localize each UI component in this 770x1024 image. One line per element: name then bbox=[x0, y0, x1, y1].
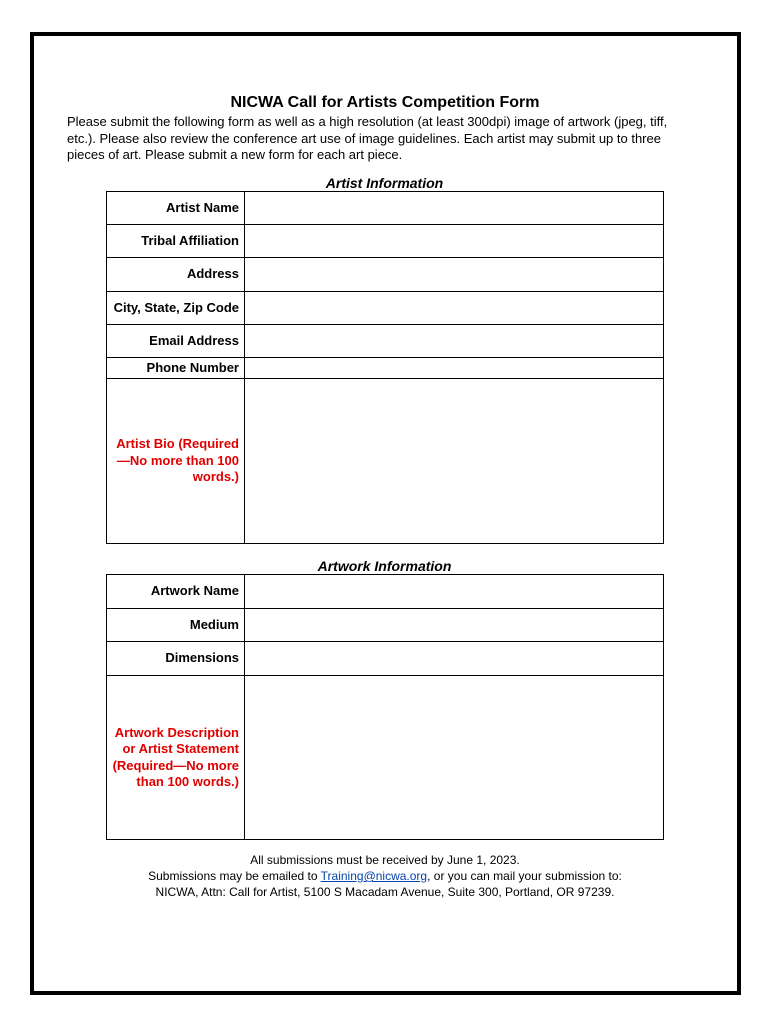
table-row bbox=[107, 258, 664, 292]
artist-info-heading: Artist Information bbox=[325, 175, 444, 191]
email-address-field[interactable] bbox=[245, 325, 664, 358]
artwork-info-table bbox=[106, 574, 664, 840]
mailing-address: NICWA, Attn: Call for Artist, 5100 S Macadam Avenue, Suite 300, Portland, OR 97239. bbox=[155, 885, 615, 899]
dimensions-field[interactable] bbox=[245, 642, 664, 676]
artist-bio-field[interactable] bbox=[245, 379, 664, 544]
phone-number-label: Phone Number bbox=[107, 358, 245, 379]
medium-field[interactable] bbox=[245, 609, 664, 642]
table-row bbox=[107, 358, 664, 379]
artwork-name-label: Artwork Name bbox=[107, 575, 245, 609]
deadline-text: All submissions must be received by June 1, 2023. bbox=[250, 853, 520, 867]
table-row bbox=[107, 292, 664, 325]
address-field[interactable] bbox=[245, 258, 664, 292]
email-link[interactable]: Training@nicwa.org bbox=[320, 869, 428, 883]
table-row bbox=[107, 225, 664, 258]
table-row bbox=[107, 642, 664, 676]
phone-number-field[interactable] bbox=[245, 358, 664, 379]
artwork-description-label: Artwork Description or Artist Statement (Required—No more than 100 words.) bbox=[107, 676, 245, 840]
city-state-zip-field[interactable] bbox=[245, 292, 664, 325]
intro-text: Please submit the following form as well as a high resolution (at least 300dpi) image of artwork (jpeg, tiff, etc.). Please also review the conference art use of image guidelines. Each artist may submit up to three pieces of art. Please submit a new form for each art piece. bbox=[67, 114, 668, 162]
footer bbox=[0, 852, 770, 900]
medium-label: Medium bbox=[107, 609, 245, 642]
table-row bbox=[107, 676, 664, 840]
table-row bbox=[107, 325, 664, 358]
email-suffix: , or you can mail your submission to: bbox=[427, 869, 622, 883]
dimensions-label: Dimensions bbox=[107, 642, 245, 676]
table-row bbox=[107, 379, 664, 544]
submission-info bbox=[0, 868, 770, 884]
table-row bbox=[107, 609, 664, 642]
artist-name-field[interactable] bbox=[245, 192, 664, 225]
table-row bbox=[107, 575, 664, 609]
artwork-description-field[interactable] bbox=[245, 676, 664, 840]
tribal-affiliation-field[interactable] bbox=[245, 225, 664, 258]
table-row bbox=[107, 192, 664, 225]
artist-bio-label: Artist Bio (Required—No more than 100 words.) bbox=[107, 379, 245, 544]
artist-info-table bbox=[106, 191, 664, 544]
page-title: NICWA Call for Artists Competition Form bbox=[230, 94, 540, 111]
artwork-info-heading: Artwork Information bbox=[317, 558, 452, 574]
artist-name-label: Artist Name bbox=[107, 192, 245, 225]
city-state-zip-label: City, State, Zip Code bbox=[107, 292, 245, 325]
address-label: Address bbox=[107, 258, 245, 292]
artwork-name-field[interactable] bbox=[245, 575, 664, 609]
tribal-affiliation-label: Tribal Affiliation bbox=[107, 225, 245, 258]
email-address-label: Email Address bbox=[107, 325, 245, 358]
email-prefix: Submissions may be emailed to bbox=[148, 869, 321, 883]
